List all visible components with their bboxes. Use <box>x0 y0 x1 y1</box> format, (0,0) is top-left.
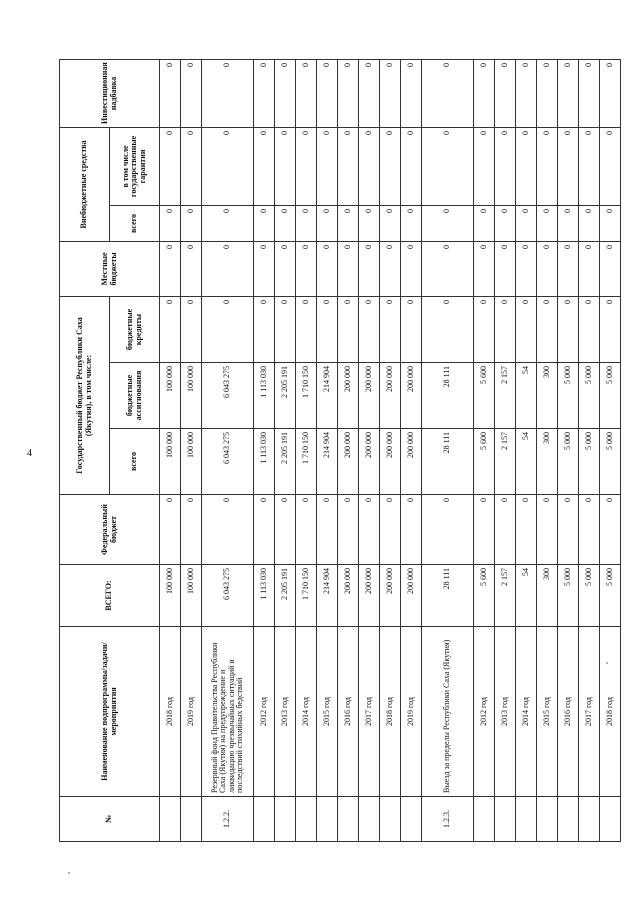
cell-name: 2018 год <box>380 627 401 797</box>
cell-num <box>296 797 317 842</box>
cell-extra-guar: 0 <box>254 127 275 205</box>
cell-state-alloc: 200 000 <box>359 363 380 429</box>
cell-total: 200 000 <box>338 565 359 627</box>
cell-state-credit: 0 <box>254 296 275 362</box>
cell-federal: 0 <box>401 495 422 565</box>
cell-invest: 0 <box>558 59 579 127</box>
table-header <box>60 59 160 841</box>
header-state-credit: бюджетные кредиты <box>110 296 160 362</box>
cell-federal: 0 <box>202 495 254 565</box>
header-extra-guar: в том числе государственные гарантии <box>110 127 160 205</box>
cell-extra-guar: 0 <box>160 127 181 205</box>
cell-extra-total: 0 <box>254 205 275 241</box>
cell-extra-total: 0 <box>338 205 359 241</box>
cell-state-credit: 0 <box>495 296 516 362</box>
cell-invest: 0 <box>579 59 600 127</box>
cell-extra-guar: 0 <box>422 127 474 205</box>
cell-extra-total: 0 <box>422 205 474 241</box>
cell-state-credit: 0 <box>537 296 558 362</box>
cell-state-total: 5 000 <box>579 429 600 495</box>
cell-invest: 0 <box>401 59 422 127</box>
cell-local: 0 <box>254 241 275 296</box>
cell-federal: 0 <box>558 495 579 565</box>
cell-extra-total: 0 <box>495 205 516 241</box>
cell-invest: 0 <box>254 59 275 127</box>
cell-num <box>401 797 422 842</box>
cell-num <box>600 797 621 842</box>
cell-state-alloc: 2 157 <box>495 363 516 429</box>
cell-extra-total: 0 <box>181 205 202 241</box>
cell-federal: 0 <box>160 495 181 565</box>
cell-state-total: 5 600 <box>474 429 495 495</box>
cell-local: 0 <box>181 241 202 296</box>
cell-extra-total: 0 <box>537 205 558 241</box>
cell-state-alloc: 100 000 <box>160 363 181 429</box>
header-total: ВСЕГО: <box>60 565 160 627</box>
cell-total: 1 113 030 <box>254 565 275 627</box>
cell-local: 0 <box>359 241 380 296</box>
cell-state-total: 5 000 <box>558 429 579 495</box>
cell-extra-guar: 0 <box>317 127 338 205</box>
cell-state-credit: 0 <box>296 296 317 362</box>
cell-extra-guar: 0 <box>202 127 254 205</box>
cell-state-alloc: 5 600 <box>474 363 495 429</box>
cell-federal: 0 <box>181 495 202 565</box>
cell-federal: 0 <box>495 495 516 565</box>
table-row <box>401 59 422 841</box>
cell-state-total: 2 205 191 <box>275 429 296 495</box>
cell-extra-total: 0 <box>579 205 600 241</box>
cell-extra-guar: 0 <box>181 127 202 205</box>
cell-extra-guar: 0 <box>537 127 558 205</box>
cell-state-total: 1 710 150 <box>296 429 317 495</box>
table-body <box>160 59 621 841</box>
cell-total: 2 157 <box>495 565 516 627</box>
header-state: Государственный бюджет Республики Саха (Якутия), в том числе: <box>60 296 110 494</box>
header-federal: Федеральный бюджет <box>60 495 160 565</box>
cell-state-total: 100 000 <box>181 429 202 495</box>
cell-invest: 0 <box>275 59 296 127</box>
cell-invest: 0 <box>380 59 401 127</box>
cell-state-credit: 0 <box>317 296 338 362</box>
cell-num <box>516 797 537 842</box>
cell-name: 2014 год <box>516 627 537 797</box>
cell-num <box>359 797 380 842</box>
cell-state-alloc: 54 <box>516 363 537 429</box>
cell-state-total: 6 043 275 <box>202 429 254 495</box>
cell-total: 5 600 <box>474 565 495 627</box>
cell-extra-guar: 0 <box>516 127 537 205</box>
cell-state-credit: 0 <box>600 296 621 362</box>
cell-extra-total: 0 <box>380 205 401 241</box>
cell-name: 2015 год <box>317 627 338 797</box>
table-row <box>474 59 495 841</box>
cell-extra-total: 0 <box>296 205 317 241</box>
table-row <box>160 59 181 841</box>
cell-invest: 0 <box>516 59 537 127</box>
cell-name: Резервный фонд Правительства Республики Саха (Якутия) на предупреждение и ликвидацию чрезвычайных ситуаций и последствий стихийных бедствий <box>202 627 254 797</box>
cell-local: 0 <box>516 241 537 296</box>
cell-extra-total: 0 <box>600 205 621 241</box>
cell-num <box>380 797 401 842</box>
table-row <box>558 59 579 841</box>
cell-federal: 0 <box>254 495 275 565</box>
cell-name: 2018 год <box>600 627 621 797</box>
cell-state-alloc: 1 710 150 <box>296 363 317 429</box>
table-row <box>516 59 537 841</box>
cell-total: 5 000 <box>600 565 621 627</box>
cell-local: 0 <box>296 241 317 296</box>
table-row <box>380 59 401 841</box>
cell-local: 0 <box>537 241 558 296</box>
cell-federal: 0 <box>338 495 359 565</box>
cell-extra-total: 0 <box>160 205 181 241</box>
cell-total: 28 111 <box>422 565 474 627</box>
cell-state-credit: 0 <box>474 296 495 362</box>
cell-state-credit: 0 <box>338 296 359 362</box>
table-row <box>275 59 296 841</box>
cell-num: 1.2.3. <box>422 797 474 842</box>
cell-federal: 0 <box>317 495 338 565</box>
cell-state-credit: 0 <box>422 296 474 362</box>
table-row <box>537 59 558 841</box>
rotated-table-wrapper <box>59 60 614 842</box>
cell-state-alloc: 200 000 <box>338 363 359 429</box>
cell-state-alloc: 6 043 275 <box>202 363 254 429</box>
cell-extra-total: 0 <box>202 205 254 241</box>
cell-local: 0 <box>160 241 181 296</box>
cell-total: 200 000 <box>359 565 380 627</box>
cell-extra-total: 0 <box>401 205 422 241</box>
cell-extra-guar: 0 <box>579 127 600 205</box>
cell-state-total: 200 000 <box>401 429 422 495</box>
cell-state-alloc: 200 000 <box>401 363 422 429</box>
header-invest: Инвестиционная надбавка <box>60 59 160 127</box>
cell-federal: 0 <box>474 495 495 565</box>
budget-table <box>59 59 621 842</box>
cell-total: 100 000 <box>181 565 202 627</box>
cell-extra-total: 0 <box>474 205 495 241</box>
cell-state-alloc: 5 000 <box>600 363 621 429</box>
cell-federal: 0 <box>422 495 474 565</box>
cell-num <box>317 797 338 842</box>
scan-speck <box>606 662 608 664</box>
cell-name: 2015 год <box>537 627 558 797</box>
cell-extra-total: 0 <box>317 205 338 241</box>
cell-extra-guar: 0 <box>275 127 296 205</box>
cell-federal: 0 <box>516 495 537 565</box>
cell-total: 54 <box>516 565 537 627</box>
cell-name: 2016 год <box>338 627 359 797</box>
cell-local: 0 <box>317 241 338 296</box>
cell-extra-guar: 0 <box>401 127 422 205</box>
cell-total: 2 205 191 <box>275 565 296 627</box>
table-row <box>296 59 317 841</box>
cell-state-credit: 0 <box>579 296 600 362</box>
cell-state-total: 5 000 <box>600 429 621 495</box>
table-row <box>422 59 474 841</box>
cell-state-total: 300 <box>537 429 558 495</box>
cell-total: 214 904 <box>317 565 338 627</box>
cell-local: 0 <box>275 241 296 296</box>
cell-total: 200 000 <box>380 565 401 627</box>
cell-invest: 0 <box>296 59 317 127</box>
cell-state-credit: 0 <box>401 296 422 362</box>
cell-extra-guar: 0 <box>600 127 621 205</box>
cell-total: 100 000 <box>160 565 181 627</box>
cell-invest: 0 <box>202 59 254 127</box>
cell-extra-total: 0 <box>516 205 537 241</box>
cell-extra-total: 0 <box>359 205 380 241</box>
cell-local: 0 <box>579 241 600 296</box>
cell-name: 2019 год <box>401 627 422 797</box>
cell-num <box>579 797 600 842</box>
cell-state-alloc: 300 <box>537 363 558 429</box>
cell-state-credit: 0 <box>202 296 254 362</box>
cell-state-credit: 0 <box>380 296 401 362</box>
cell-federal: 0 <box>275 495 296 565</box>
cell-num <box>495 797 516 842</box>
table-row <box>495 59 516 841</box>
cell-state-credit: 0 <box>160 296 181 362</box>
cell-invest: 0 <box>160 59 181 127</box>
cell-invest: 0 <box>422 59 474 127</box>
cell-num <box>474 797 495 842</box>
cell-state-total: 2 157 <box>495 429 516 495</box>
cell-state-alloc: 5 000 <box>558 363 579 429</box>
cell-invest: 0 <box>495 59 516 127</box>
cell-total: 300 <box>537 565 558 627</box>
cell-num <box>558 797 579 842</box>
cell-name: Выезд за пределы Республики Саха (Якутия) <box>422 627 474 797</box>
cell-num <box>338 797 359 842</box>
cell-state-total: 214 904 <box>317 429 338 495</box>
cell-total: 5 000 <box>558 565 579 627</box>
cell-num: 1.2.2. <box>202 797 254 842</box>
header-extra-total: всего <box>110 205 160 241</box>
table-row <box>181 59 202 841</box>
cell-extra-guar: 0 <box>380 127 401 205</box>
cell-num <box>160 797 181 842</box>
cell-invest: 0 <box>317 59 338 127</box>
cell-state-alloc: 100 000 <box>181 363 202 429</box>
cell-name: 2012 год <box>474 627 495 797</box>
cell-name: 2018 год <box>160 627 181 797</box>
table-row <box>317 59 338 841</box>
cell-total: 200 000 <box>401 565 422 627</box>
cell-num <box>275 797 296 842</box>
cell-extra-guar: 0 <box>495 127 516 205</box>
table-row <box>600 59 621 841</box>
cell-invest: 0 <box>600 59 621 127</box>
cell-state-credit: 0 <box>516 296 537 362</box>
cell-extra-guar: 0 <box>359 127 380 205</box>
cell-state-credit: 0 <box>359 296 380 362</box>
cell-name: 2013 год <box>275 627 296 797</box>
cell-state-total: 54 <box>516 429 537 495</box>
cell-name: 2012 год <box>254 627 275 797</box>
page-number: 4 <box>27 448 32 459</box>
cell-extra-guar: 0 <box>474 127 495 205</box>
cell-state-total: 200 000 <box>338 429 359 495</box>
table-row <box>338 59 359 841</box>
cell-total: 1 710 150 <box>296 565 317 627</box>
cell-state-credit: 0 <box>558 296 579 362</box>
cell-extra-total: 0 <box>558 205 579 241</box>
cell-state-total: 200 000 <box>359 429 380 495</box>
cell-name: 2014 год <box>296 627 317 797</box>
cell-state-total: 200 000 <box>380 429 401 495</box>
header-name: Наименование подпрограммы/задачи/мероприятия <box>60 627 160 797</box>
table-row <box>579 59 600 841</box>
cell-state-alloc: 2 205 191 <box>275 363 296 429</box>
header-state-alloc: бюджетные ассигнования <box>110 363 160 429</box>
cell-state-total: 100 000 <box>160 429 181 495</box>
cell-num <box>537 797 558 842</box>
cell-federal: 0 <box>537 495 558 565</box>
cell-name: 2016 год <box>558 627 579 797</box>
cell-invest: 0 <box>181 59 202 127</box>
header-local: Местные бюджеты <box>60 241 160 296</box>
cell-local: 0 <box>558 241 579 296</box>
cell-local: 0 <box>338 241 359 296</box>
cell-num <box>254 797 275 842</box>
cell-invest: 0 <box>338 59 359 127</box>
cell-federal: 0 <box>359 495 380 565</box>
cell-name: 2017 год <box>579 627 600 797</box>
cell-extra-guar: 0 <box>338 127 359 205</box>
cell-federal: 0 <box>380 495 401 565</box>
cell-state-alloc: 214 904 <box>317 363 338 429</box>
cell-name: 2017 год <box>359 627 380 797</box>
cell-state-alloc: 200 000 <box>380 363 401 429</box>
cell-name: 2013 год <box>495 627 516 797</box>
cell-local: 0 <box>401 241 422 296</box>
cell-total: 6 043 275 <box>202 565 254 627</box>
cell-local: 0 <box>474 241 495 296</box>
table-row <box>254 59 275 841</box>
cell-extra-guar: 0 <box>296 127 317 205</box>
cell-state-total: 28 111 <box>422 429 474 495</box>
header-num: № <box>60 797 160 842</box>
cell-name: 2019 год <box>181 627 202 797</box>
table-row <box>359 59 380 841</box>
cell-local: 0 <box>422 241 474 296</box>
cell-federal: 0 <box>600 495 621 565</box>
table-row <box>202 59 254 841</box>
cell-state-total: 1 113 030 <box>254 429 275 495</box>
cell-state-credit: 0 <box>181 296 202 362</box>
header-extra: Внебюджетные средства <box>60 127 110 241</box>
cell-invest: 0 <box>537 59 558 127</box>
cell-state-alloc: 5 000 <box>579 363 600 429</box>
cell-local: 0 <box>380 241 401 296</box>
cell-local: 0 <box>600 241 621 296</box>
scan-speck <box>68 872 70 874</box>
cell-federal: 0 <box>296 495 317 565</box>
cell-local: 0 <box>495 241 516 296</box>
cell-state-credit: 0 <box>275 296 296 362</box>
cell-extra-guar: 0 <box>558 127 579 205</box>
header-state-total: всего <box>110 429 160 495</box>
cell-state-alloc: 1 113 030 <box>254 363 275 429</box>
cell-invest: 0 <box>474 59 495 127</box>
cell-federal: 0 <box>579 495 600 565</box>
cell-extra-total: 0 <box>275 205 296 241</box>
cell-invest: 0 <box>359 59 380 127</box>
cell-total: 5 000 <box>579 565 600 627</box>
cell-num <box>181 797 202 842</box>
cell-local: 0 <box>202 241 254 296</box>
cell-state-alloc: 28 111 <box>422 363 474 429</box>
